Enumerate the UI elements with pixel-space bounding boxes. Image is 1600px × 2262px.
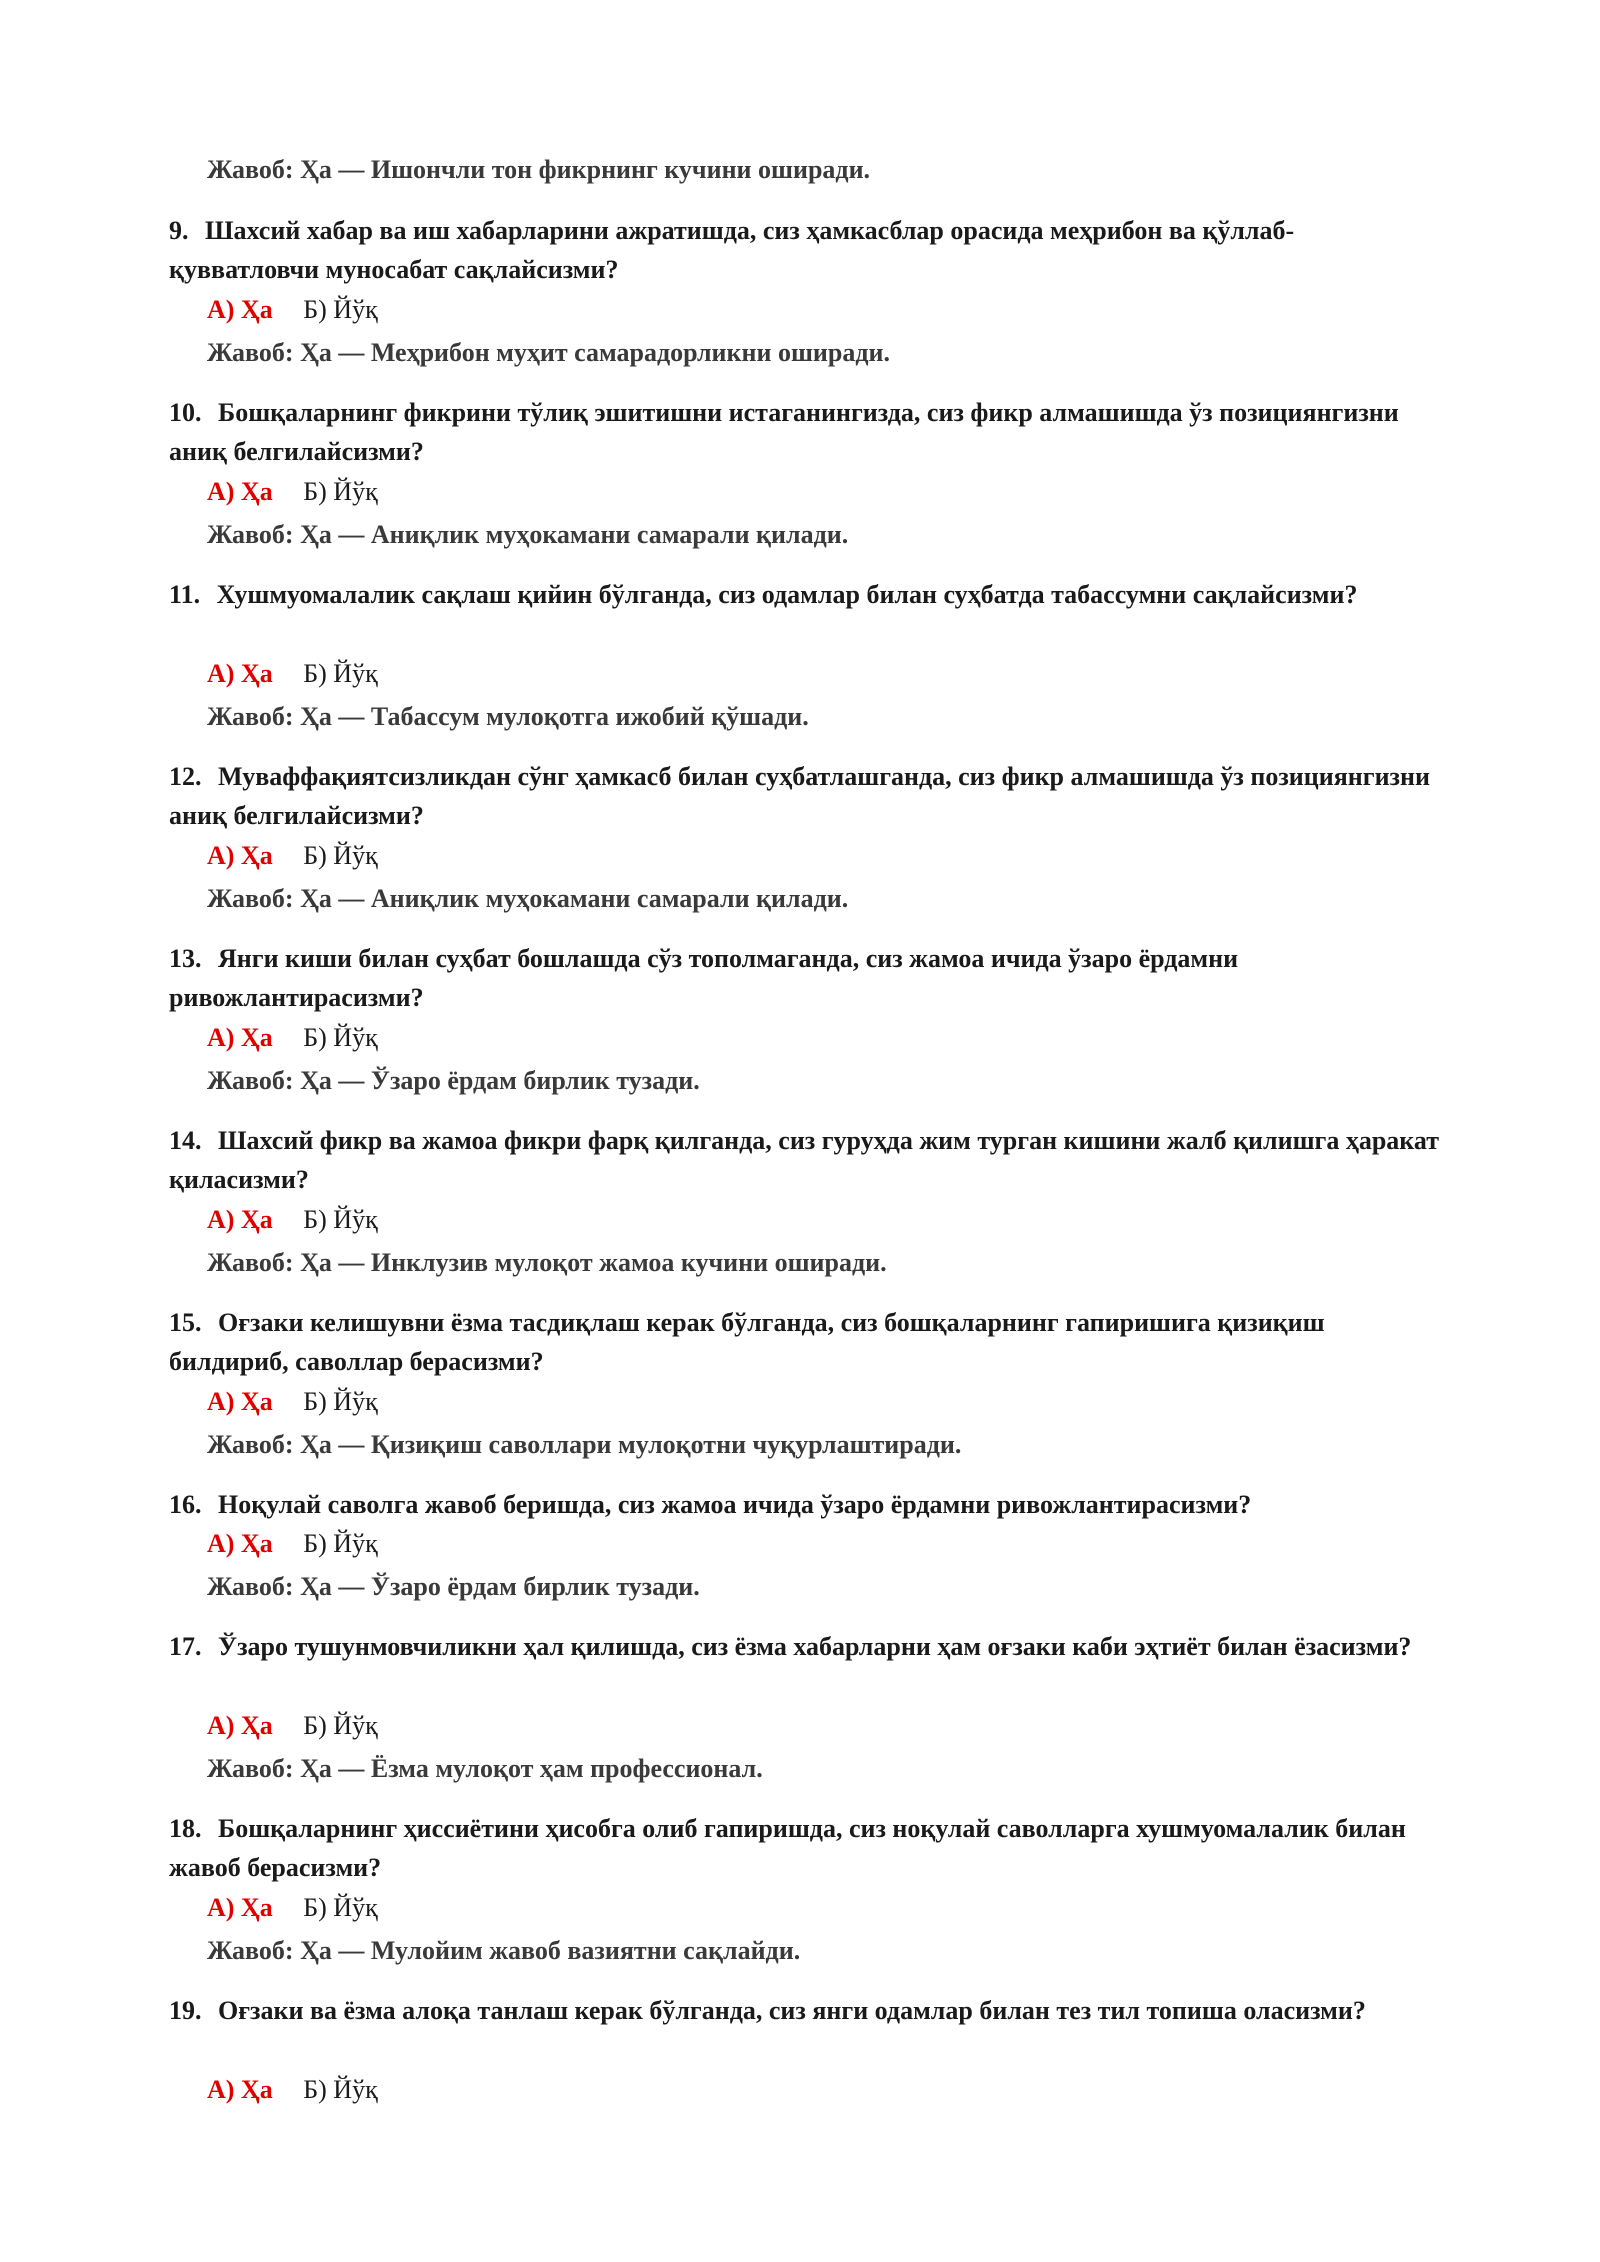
question-number: 10. <box>169 398 202 427</box>
options-13 <box>207 1023 378 1053</box>
option-a-yes[interactable]: А) Ҳа <box>207 1529 273 1558</box>
option-b-no[interactable]: Б) Йўқ <box>303 295 378 324</box>
question-number: 12. <box>169 762 202 791</box>
options-19 <box>207 2075 378 2105</box>
answer-line-9: Жавоб: Ҳа — Меҳрибон муҳит самарадорликни оширади. <box>207 338 890 367</box>
option-a-yes[interactable]: А) Ҳа <box>207 659 273 688</box>
question-text: Ўзаро тушунмовчиликни ҳал қилишда, сиз ёзма хабарларни ҳам оғзаки каби эҳтиёт билан ёзасизми? <box>218 1632 1412 1661</box>
question-17 <box>169 1627 1439 1666</box>
option-b-no[interactable]: Б) Йўқ <box>303 1205 378 1234</box>
answer-line-12: Жавоб: Ҳа — Аниқлик муҳокамани самарали қилади. <box>207 884 849 913</box>
option-a-yes[interactable]: А) Ҳа <box>207 1893 273 1922</box>
question-text: Бошқаларнинг фикрини тўлиқ эшитишни истаганингизда, сиз фикр алмашишда ўз позициянгизни аниқ белгилайсизми? <box>169 398 1399 466</box>
answer-line-15: Жавоб: Ҳа — Қизиқиш саволлари мулоқотни чуқурлаштиради. <box>207 1430 962 1459</box>
question-10 <box>169 393 1439 471</box>
option-a-yes[interactable]: А) Ҳа <box>207 2075 273 2104</box>
question-18 <box>169 1809 1439 1887</box>
option-a-yes[interactable]: А) Ҳа <box>207 841 273 870</box>
question-text: Янги киши билан суҳбат бошлашда сўз тополмаганда, сиз жамоа ичида ўзаро ёрдамни ривожлантирасизми? <box>169 944 1239 1012</box>
question-12 <box>169 757 1439 835</box>
answer-line-16: Жавоб: Ҳа — Ўзаро ёрдам бирлик тузади. <box>207 1572 700 1601</box>
option-b-no[interactable]: Б) Йўқ <box>303 659 378 688</box>
answer-line-8: Жавоб: Ҳа — Ишончли тон фикрнинг кучини оширади. <box>207 155 871 184</box>
options-10 <box>207 477 378 507</box>
question-14 <box>169 1121 1439 1199</box>
option-b-no[interactable]: Б) Йўқ <box>303 1387 378 1416</box>
option-b-no[interactable]: Б) Йўқ <box>303 1893 378 1922</box>
option-a-yes[interactable]: А) Ҳа <box>207 477 273 506</box>
question-13 <box>169 939 1439 1017</box>
options-18 <box>207 1893 378 1923</box>
question-text: Муваффақиятсизликдан сўнг ҳамкасб билан суҳбатлашганда, сиз фикр алмашишда ўз позициянгизни аниқ белгилайсизми? <box>169 762 1430 830</box>
question-number: 15. <box>169 1308 202 1337</box>
options-17 <box>207 1711 378 1741</box>
question-number: 9. <box>169 216 189 245</box>
option-b-no[interactable]: Б) Йўқ <box>303 1529 378 1558</box>
question-text: Хушмуомалалик сақлаш қийин бўлганда, сиз одамлар билан суҳбатда табассумни сақлайсизми? <box>216 580 1358 609</box>
option-a-yes[interactable]: А) Ҳа <box>207 1205 273 1234</box>
question-19 <box>169 1991 1439 2030</box>
option-a-yes[interactable]: А) Ҳа <box>207 1387 273 1416</box>
question-text: Оғзаки ва ёзма алоқа танлаш керак бўлганда, сиз янги одамлар билан тез тил топиша оласизми? <box>218 1996 1366 2025</box>
answer-line-13: Жавоб: Ҳа — Ўзаро ёрдам бирлик тузади. <box>207 1066 700 1095</box>
question-9 <box>169 211 1439 289</box>
options-11 <box>207 659 378 689</box>
question-text: Шахсий хабар ва иш хабарларини ажратишда, сиз ҳамкасблар орасида меҳрибон ва қўллаб-қувватловчи муносабат сақлайсизми? <box>169 216 1295 284</box>
answer-line-10: Жавоб: Ҳа — Аниқлик муҳокамани самарали қилади. <box>207 520 849 549</box>
question-16 <box>169 1485 1439 1524</box>
question-number: 17. <box>169 1632 202 1661</box>
question-number: 14. <box>169 1126 202 1155</box>
options-9 <box>207 295 378 325</box>
options-16 <box>207 1529 378 1559</box>
question-text: Шахсий фикр ва жамоа фикри фарқ қилганда, сиз гуруҳда жим турган кишини жалб қилишга ҳаракат қиласизми? <box>169 1126 1439 1194</box>
question-number: 16. <box>169 1490 202 1519</box>
question-text: Оғзаки келишувни ёзма тасдиқлаш керак бўлганда, сиз бошқаларнинг гапиришига қизиқиш билдириб, саволлар берасизми? <box>169 1308 1325 1376</box>
question-number: 11. <box>169 580 201 609</box>
question-11 <box>169 575 1439 614</box>
question-text: Бошқаларнинг ҳиссиётини ҳисобга олиб гапиришда, сиз ноқулай саволларга хушмуомалалик билан жавоб берасизми? <box>169 1814 1406 1882</box>
answer-line-11: Жавоб: Ҳа — Табассум мулоқотга ижобий қўшади. <box>207 702 809 731</box>
question-number: 19. <box>169 1996 202 2025</box>
option-b-no[interactable]: Б) Йўқ <box>303 1023 378 1052</box>
option-a-yes[interactable]: А) Ҳа <box>207 1023 273 1052</box>
option-a-yes[interactable]: А) Ҳа <box>207 295 273 324</box>
question-number: 18. <box>169 1814 202 1843</box>
option-a-yes[interactable]: А) Ҳа <box>207 1711 273 1740</box>
options-15 <box>207 1387 378 1417</box>
answer-line-14: Жавоб: Ҳа — Инклузив мулоқот жамоа кучини оширади. <box>207 1248 887 1277</box>
question-number: 13. <box>169 944 202 973</box>
question-15 <box>169 1303 1439 1381</box>
answer-line-18: Жавоб: Ҳа — Мулойим жавоб вазиятни сақлайди. <box>207 1936 801 1965</box>
options-14 <box>207 1205 378 1235</box>
option-b-no[interactable]: Б) Йўқ <box>303 477 378 506</box>
answer-line-17: Жавоб: Ҳа — Ёзма мулоқот ҳам профессионал. <box>207 1754 763 1783</box>
options-12 <box>207 841 378 871</box>
option-b-no[interactable]: Б) Йўқ <box>303 1711 378 1740</box>
option-b-no[interactable]: Б) Йўқ <box>303 2075 378 2104</box>
option-b-no[interactable]: Б) Йўқ <box>303 841 378 870</box>
question-text: Ноқулай саволга жавоб беришда, сиз жамоа ичида ўзаро ёрдамни ривожлантирасизми? <box>218 1490 1252 1519</box>
